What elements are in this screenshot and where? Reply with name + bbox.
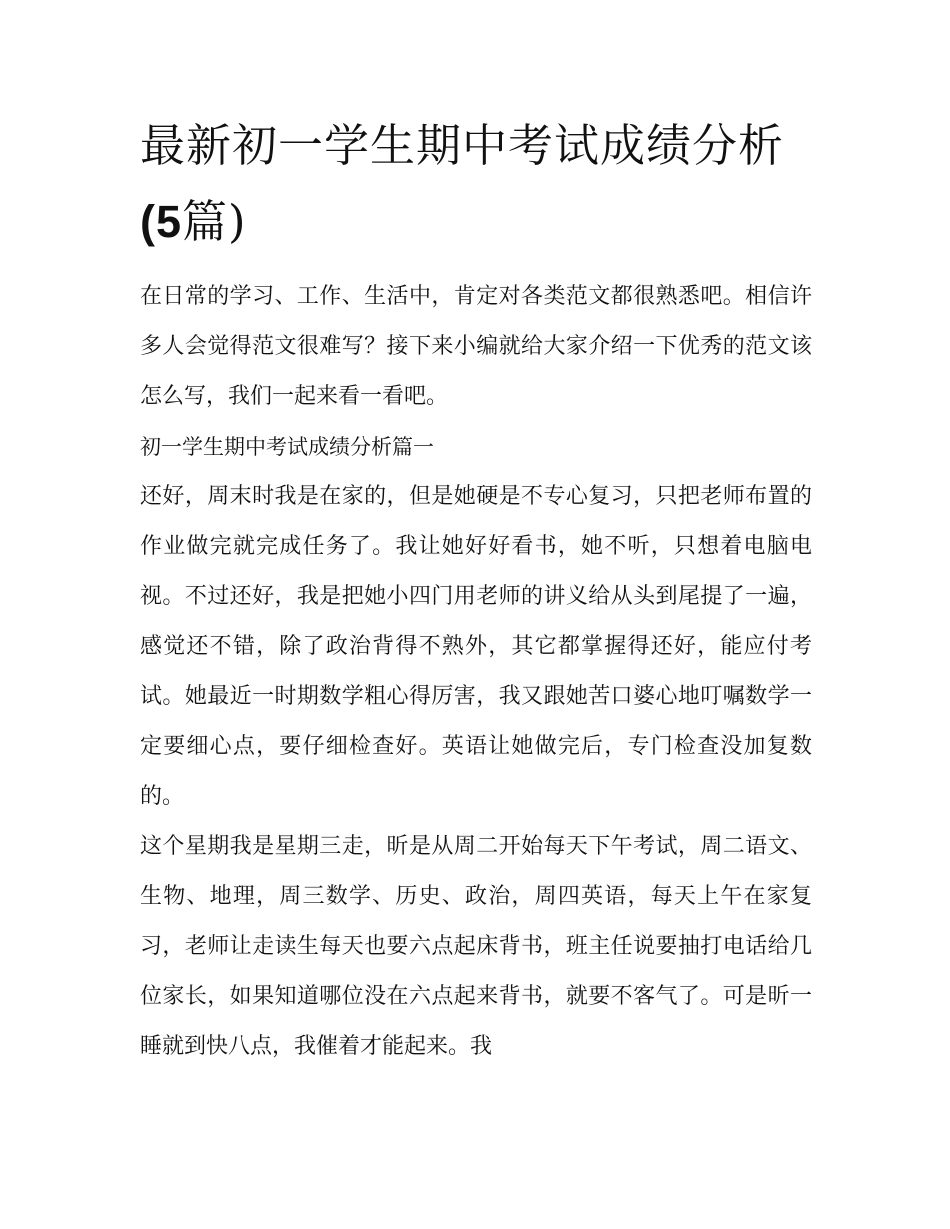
document-body	[140, 108, 812, 1072]
body-paragraph: 这个星期我是星期三走，昕是从周二开始每天下午考试，周二语文、生物、地理，周三数学、历史、政治，周四英语，每天上午在家复习，老师让走读生每天也要六点起床背书，班主任说要抽打电话给几位家长，如果知道哪位没在六点起来背书，就要不客气了。可是昕一睡就到快八点，我催着才能起来。我	[140, 834, 812, 1059]
section-heading: 初一学生期中考试成绩分析篇一	[140, 435, 434, 459]
document-title	[140, 108, 812, 260]
intro-paragraph: 在日常的学习、工作、生活中，肯定对各类范文都很熟悉吧。相信许多人会觉得范文很难写？接下来小编就给大家介绍一下优秀的范文该怎么写，我们一起来看一看吧。	[140, 284, 812, 409]
title-text: 最新初一学生期中考试成绩分析	[140, 119, 785, 172]
title-suffix: 篇)	[182, 195, 247, 248]
title-count: (5	[140, 196, 183, 247]
body-paragraph: 还好，周末时我是在家的，但是她硬是不专心复习，只把老师布置的作业做完就完成任务了。我让她好好看书，她不听，只想着电脑电视。不过还好，我是把她小四门用老师的讲义给从头到尾提了一遍，感觉还不错，除了政治背得不熟外，其它都掌握得还好，能应付考试。她最近一时期数学粗心得厉害，我又跟她苦口婆心地叮嘱数学一定要细心点，要仔细检查好。英语让她做完后，专门检查没加复数的。	[140, 484, 812, 809]
